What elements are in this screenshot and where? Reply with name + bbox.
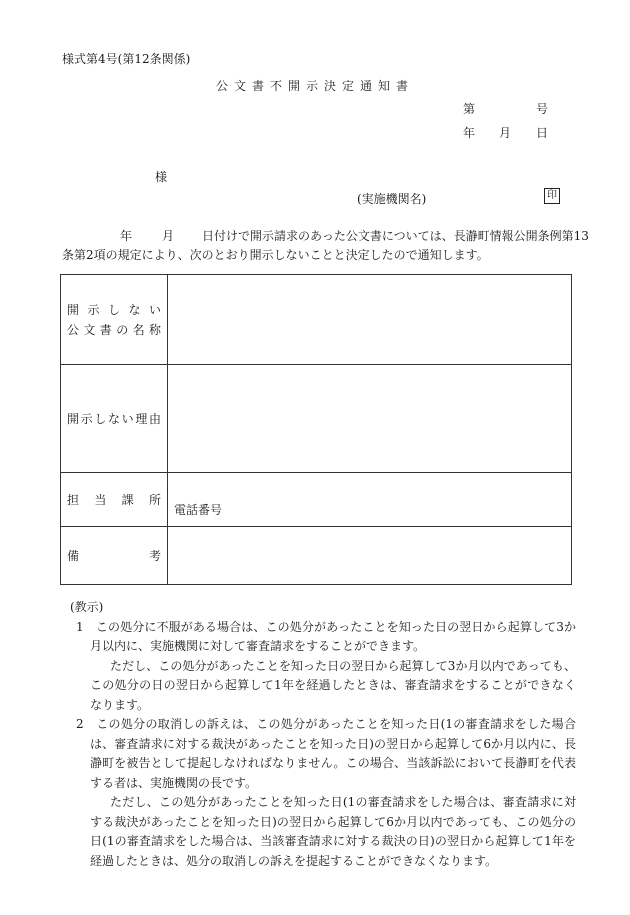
number-suffix: 号 (536, 102, 549, 116)
intro-text: 日付けで開示請求のあった公文書については、長瀞町情報公開条例第13 (202, 229, 589, 243)
note-item-1-proviso: ただし、この処分があったことを知った日の翌日から起算して3か月以内であっても、この処分の日の翌日から起算して1年を経過したときは、審査請求をすることができなくなります。 (90, 658, 576, 712)
note-item-1: 1 この処分に不服がある場合は、この処分があったことを知った日の翌日から起算して3か月以内に、実施機関に対して審査請求をすることができます。 (76, 619, 576, 653)
intro-line-2: 条第2項の規定により、次のとおり開示しないことと決定したので通知します。 (62, 248, 489, 262)
instruction-notes (62, 598, 576, 871)
document-name-field[interactable] (168, 275, 572, 365)
row-reason-label (61, 365, 168, 473)
date-year-label: 年 (463, 126, 476, 140)
note-item-2: 2 この処分の取消しの訴えは、この処分があったことを知った日(1の審査請求をした場合は、審査請求に対する裁決があったことを知った日)の翌日から起算して6か月以内に、長瀞町を被告として提起しなければなりません。この場合、当該訴訟において長瀞町を代表する者は、実施機関の長です。 (76, 717, 576, 790)
seal-mark: 印 (544, 188, 560, 204)
note-item-2-proviso: ただし、この処分があったことを知った日(1の審査請求をした場合は、審査請求に対する裁決があったことを知った日)の翌日から起算して6か月以内であっても、この処分の日(1の審査請求をした場合は、当該審査請求に対する裁決の日)の翌日から起算して1年を経過したときは、処分の取消しの訴えを提起することができなくなります。 (90, 795, 576, 868)
phone-number-label: 電話番号 (174, 503, 223, 517)
remarks-label: 備考 (67, 548, 161, 563)
intro-line-1 (120, 227, 589, 244)
department-field[interactable] (168, 473, 572, 527)
row-document-name-label (61, 275, 168, 365)
reason-label: 開示しない理由 (67, 411, 161, 426)
document-name-label-line1: 開示しない (67, 302, 161, 317)
date-month-label: 月 (499, 126, 512, 140)
decision-table (60, 274, 572, 585)
intro-month: 月 (162, 229, 175, 243)
form-number: 様式第4号(第12条関係) (62, 52, 191, 66)
issuer-name: (実施機関名) (357, 192, 427, 206)
department-label: 担当課所 (67, 492, 161, 507)
number-prefix: 第 (463, 102, 476, 116)
notes-heading: (教示) (70, 600, 104, 614)
row-remarks-label (61, 527, 168, 585)
reason-field[interactable] (168, 365, 572, 473)
intro-year: 年 (120, 229, 133, 243)
remarks-field[interactable] (168, 527, 572, 585)
document-title: 公文書不開示決定通知書 (215, 79, 414, 93)
date-day-label: 日 (536, 126, 549, 140)
document-name-label-line2: 公文書の名称 (67, 322, 161, 337)
addressee-suffix: 様 (155, 170, 168, 184)
row-department-label (61, 473, 168, 527)
